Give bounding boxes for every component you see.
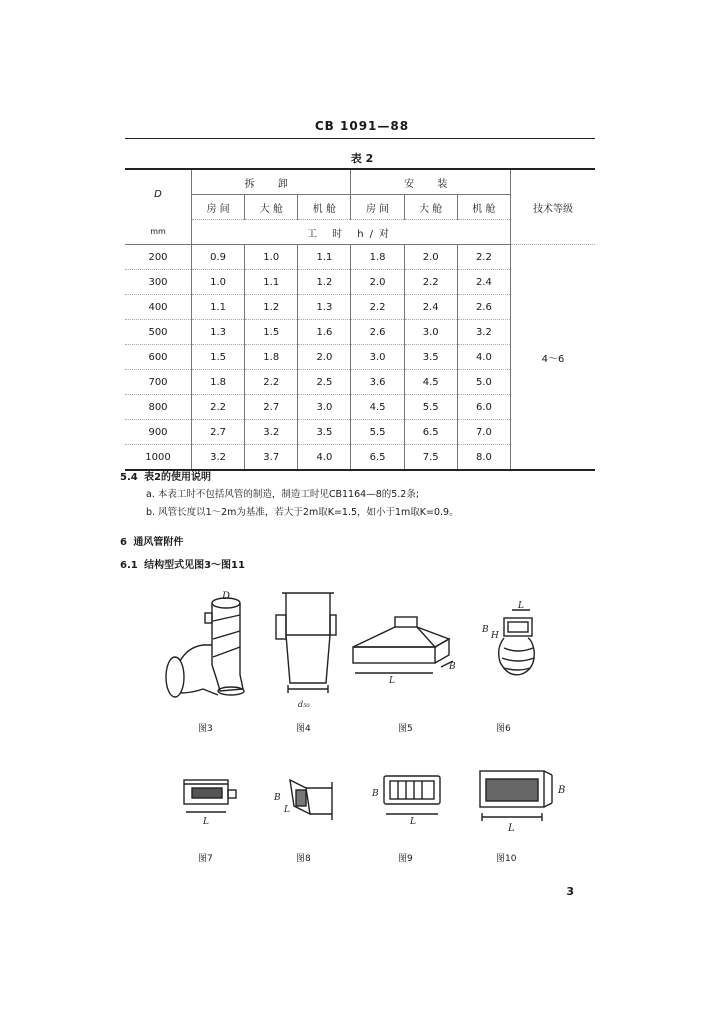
- figure-7-drawing: [178, 770, 244, 830]
- sub-header: 房 间: [351, 195, 404, 220]
- figure-5-caption: 图5: [398, 724, 413, 734]
- work-hours-table: [125, 168, 595, 471]
- table-cell: 1.1: [298, 245, 351, 270]
- figure-10-drawing: [470, 765, 570, 840]
- page-number: 3: [566, 885, 574, 898]
- table-cell: 1.2: [245, 295, 298, 320]
- table-cell: 3.2: [245, 420, 298, 445]
- fig8-b-label: B: [274, 793, 281, 803]
- table-cell: 1.1: [245, 270, 298, 295]
- table-cell: 0.9: [192, 245, 245, 270]
- table-cell: 2.2: [192, 395, 245, 420]
- table-cell: 1.8: [245, 345, 298, 370]
- figure-9-drawing: [368, 770, 448, 830]
- table-cell: 2.4: [457, 270, 510, 295]
- table-cell: 2.0: [351, 270, 404, 295]
- sub-header: 房 间: [192, 195, 245, 220]
- fig5-b-label: B: [449, 662, 456, 672]
- table-cell: 2.6: [351, 320, 404, 345]
- table-cell: 2.7: [192, 420, 245, 445]
- table-cell: 2.0: [404, 245, 457, 270]
- table-cell: 5.5: [404, 395, 457, 420]
- table-cell: 1.6: [298, 320, 351, 345]
- fig10-l-label: L: [508, 823, 515, 834]
- fig9-l-label: L: [410, 817, 416, 827]
- standard-header: CB 1091—88: [314, 119, 410, 133]
- d-value: 300: [125, 270, 192, 295]
- table-cell: 1.3: [192, 320, 245, 345]
- fig6-l-label: L: [518, 601, 524, 611]
- table-cell: 7.0: [457, 420, 510, 445]
- table-cell: 3.2: [192, 445, 245, 471]
- table-cell: 3.0: [298, 395, 351, 420]
- d-value: 900: [125, 420, 192, 445]
- fig6-h-label: H: [491, 631, 499, 641]
- table-cell: 5.0: [457, 370, 510, 395]
- fig8-l-label: L: [284, 805, 290, 815]
- figure-4-drawing: [272, 585, 342, 715]
- figure-10-caption: 图10: [496, 854, 517, 864]
- d-value: 500: [125, 320, 192, 345]
- sub-header: 机 舱: [298, 195, 351, 220]
- d-value: 400: [125, 295, 192, 320]
- table-cell: 4.5: [351, 395, 404, 420]
- table-cell: 3.5: [298, 420, 351, 445]
- fig4-d50-label: d₅₀: [298, 700, 310, 709]
- fig10-b-label: B: [558, 785, 566, 796]
- figure-7-caption: 图7: [198, 854, 213, 864]
- table-cell: 2.2: [245, 370, 298, 395]
- table-cell: 3.6: [351, 370, 404, 395]
- d-header: D: [125, 169, 192, 220]
- table-cell: 4.0: [457, 345, 510, 370]
- table-cell: 1.2: [298, 270, 351, 295]
- fig9-b-label: B: [372, 789, 379, 799]
- figure-6-drawing: [478, 598, 544, 688]
- table-cell: 2.4: [404, 295, 457, 320]
- d-value: 800: [125, 395, 192, 420]
- table-cell: 1.0: [245, 245, 298, 270]
- sub-header: 机 舱: [457, 195, 510, 220]
- figure-5-drawing: [345, 605, 465, 685]
- table-cell: 2.2: [457, 245, 510, 270]
- table-cell: 6.5: [404, 420, 457, 445]
- table-cell: 1.8: [192, 370, 245, 395]
- table-caption: 表 2: [350, 152, 374, 165]
- time-label: 工 时 h/对: [192, 220, 511, 245]
- sub-header: 大 舱: [404, 195, 457, 220]
- table-cell: 3.2: [457, 320, 510, 345]
- d-value: 200: [125, 245, 192, 270]
- section-6-heading: 6 通风管附件: [120, 537, 184, 548]
- table-cell: 1.5: [245, 320, 298, 345]
- table-cell: 8.0: [457, 445, 510, 471]
- table-cell: 2.0: [298, 345, 351, 370]
- fig3-d-label: D: [222, 591, 231, 602]
- figure-3-drawing: [158, 585, 248, 715]
- table-cell: 1.5: [192, 345, 245, 370]
- d-value: 600: [125, 345, 192, 370]
- remove-group-header: 拆 卸: [192, 169, 351, 195]
- table-cell: 7.5: [404, 445, 457, 471]
- table-cell: 2.2: [404, 270, 457, 295]
- fig5-l-label: L: [389, 676, 395, 685]
- table-cell: 3.7: [245, 445, 298, 471]
- table-cell: 4.5: [404, 370, 457, 395]
- install-group-header: 安 装: [351, 169, 511, 195]
- unit-label: mm: [125, 220, 192, 245]
- figure-6-caption: 图6: [496, 724, 511, 734]
- table-cell: 4.0: [298, 445, 351, 471]
- table-cell: 1.3: [298, 295, 351, 320]
- table-cell: 1.1: [192, 295, 245, 320]
- d-value: 1000: [125, 445, 192, 471]
- table-cell: 3.0: [404, 320, 457, 345]
- table-cell: 2.5: [298, 370, 351, 395]
- figure-8-drawing: [270, 770, 342, 830]
- section-6-1-heading: 6.1 结构型式见图3～图11: [120, 560, 245, 571]
- table-cell: 2.2: [351, 295, 404, 320]
- grade-header: 技术等级: [511, 169, 596, 245]
- table-cell: 3.0: [351, 345, 404, 370]
- table-cell: 6.5: [351, 445, 404, 471]
- figure-8-caption: 图8: [296, 854, 311, 864]
- note-b: b. 风管长度以1～2m为基准，若大于2m取K=1.5，如小于1m取K=0.9。: [146, 507, 459, 518]
- table-cell: 3.5: [404, 345, 457, 370]
- notes-heading: 5.4 表2的使用说明: [120, 472, 212, 483]
- table-cell: 1.0: [192, 270, 245, 295]
- table-cell: 2.6: [457, 295, 510, 320]
- fig6-b-label: B: [482, 625, 489, 635]
- figure-3-caption: 图3: [198, 724, 213, 734]
- table-cell: 5.5: [351, 420, 404, 445]
- figure-9-caption: 图9: [398, 854, 413, 864]
- table-cell: 1.8: [351, 245, 404, 270]
- figure-4-caption: 图4: [296, 724, 311, 734]
- table-cell: 6.0: [457, 395, 510, 420]
- header-rule: [125, 138, 595, 139]
- note-a: a. 本表工时不包括风管的制造，制造工时见CB1164—8的5.2条;: [146, 489, 420, 500]
- table-cell: 2.7: [245, 395, 298, 420]
- d-value: 700: [125, 370, 192, 395]
- grade-value: 4～6: [511, 245, 596, 471]
- sub-header: 大 舱: [245, 195, 298, 220]
- fig7-l-label: L: [203, 817, 209, 827]
